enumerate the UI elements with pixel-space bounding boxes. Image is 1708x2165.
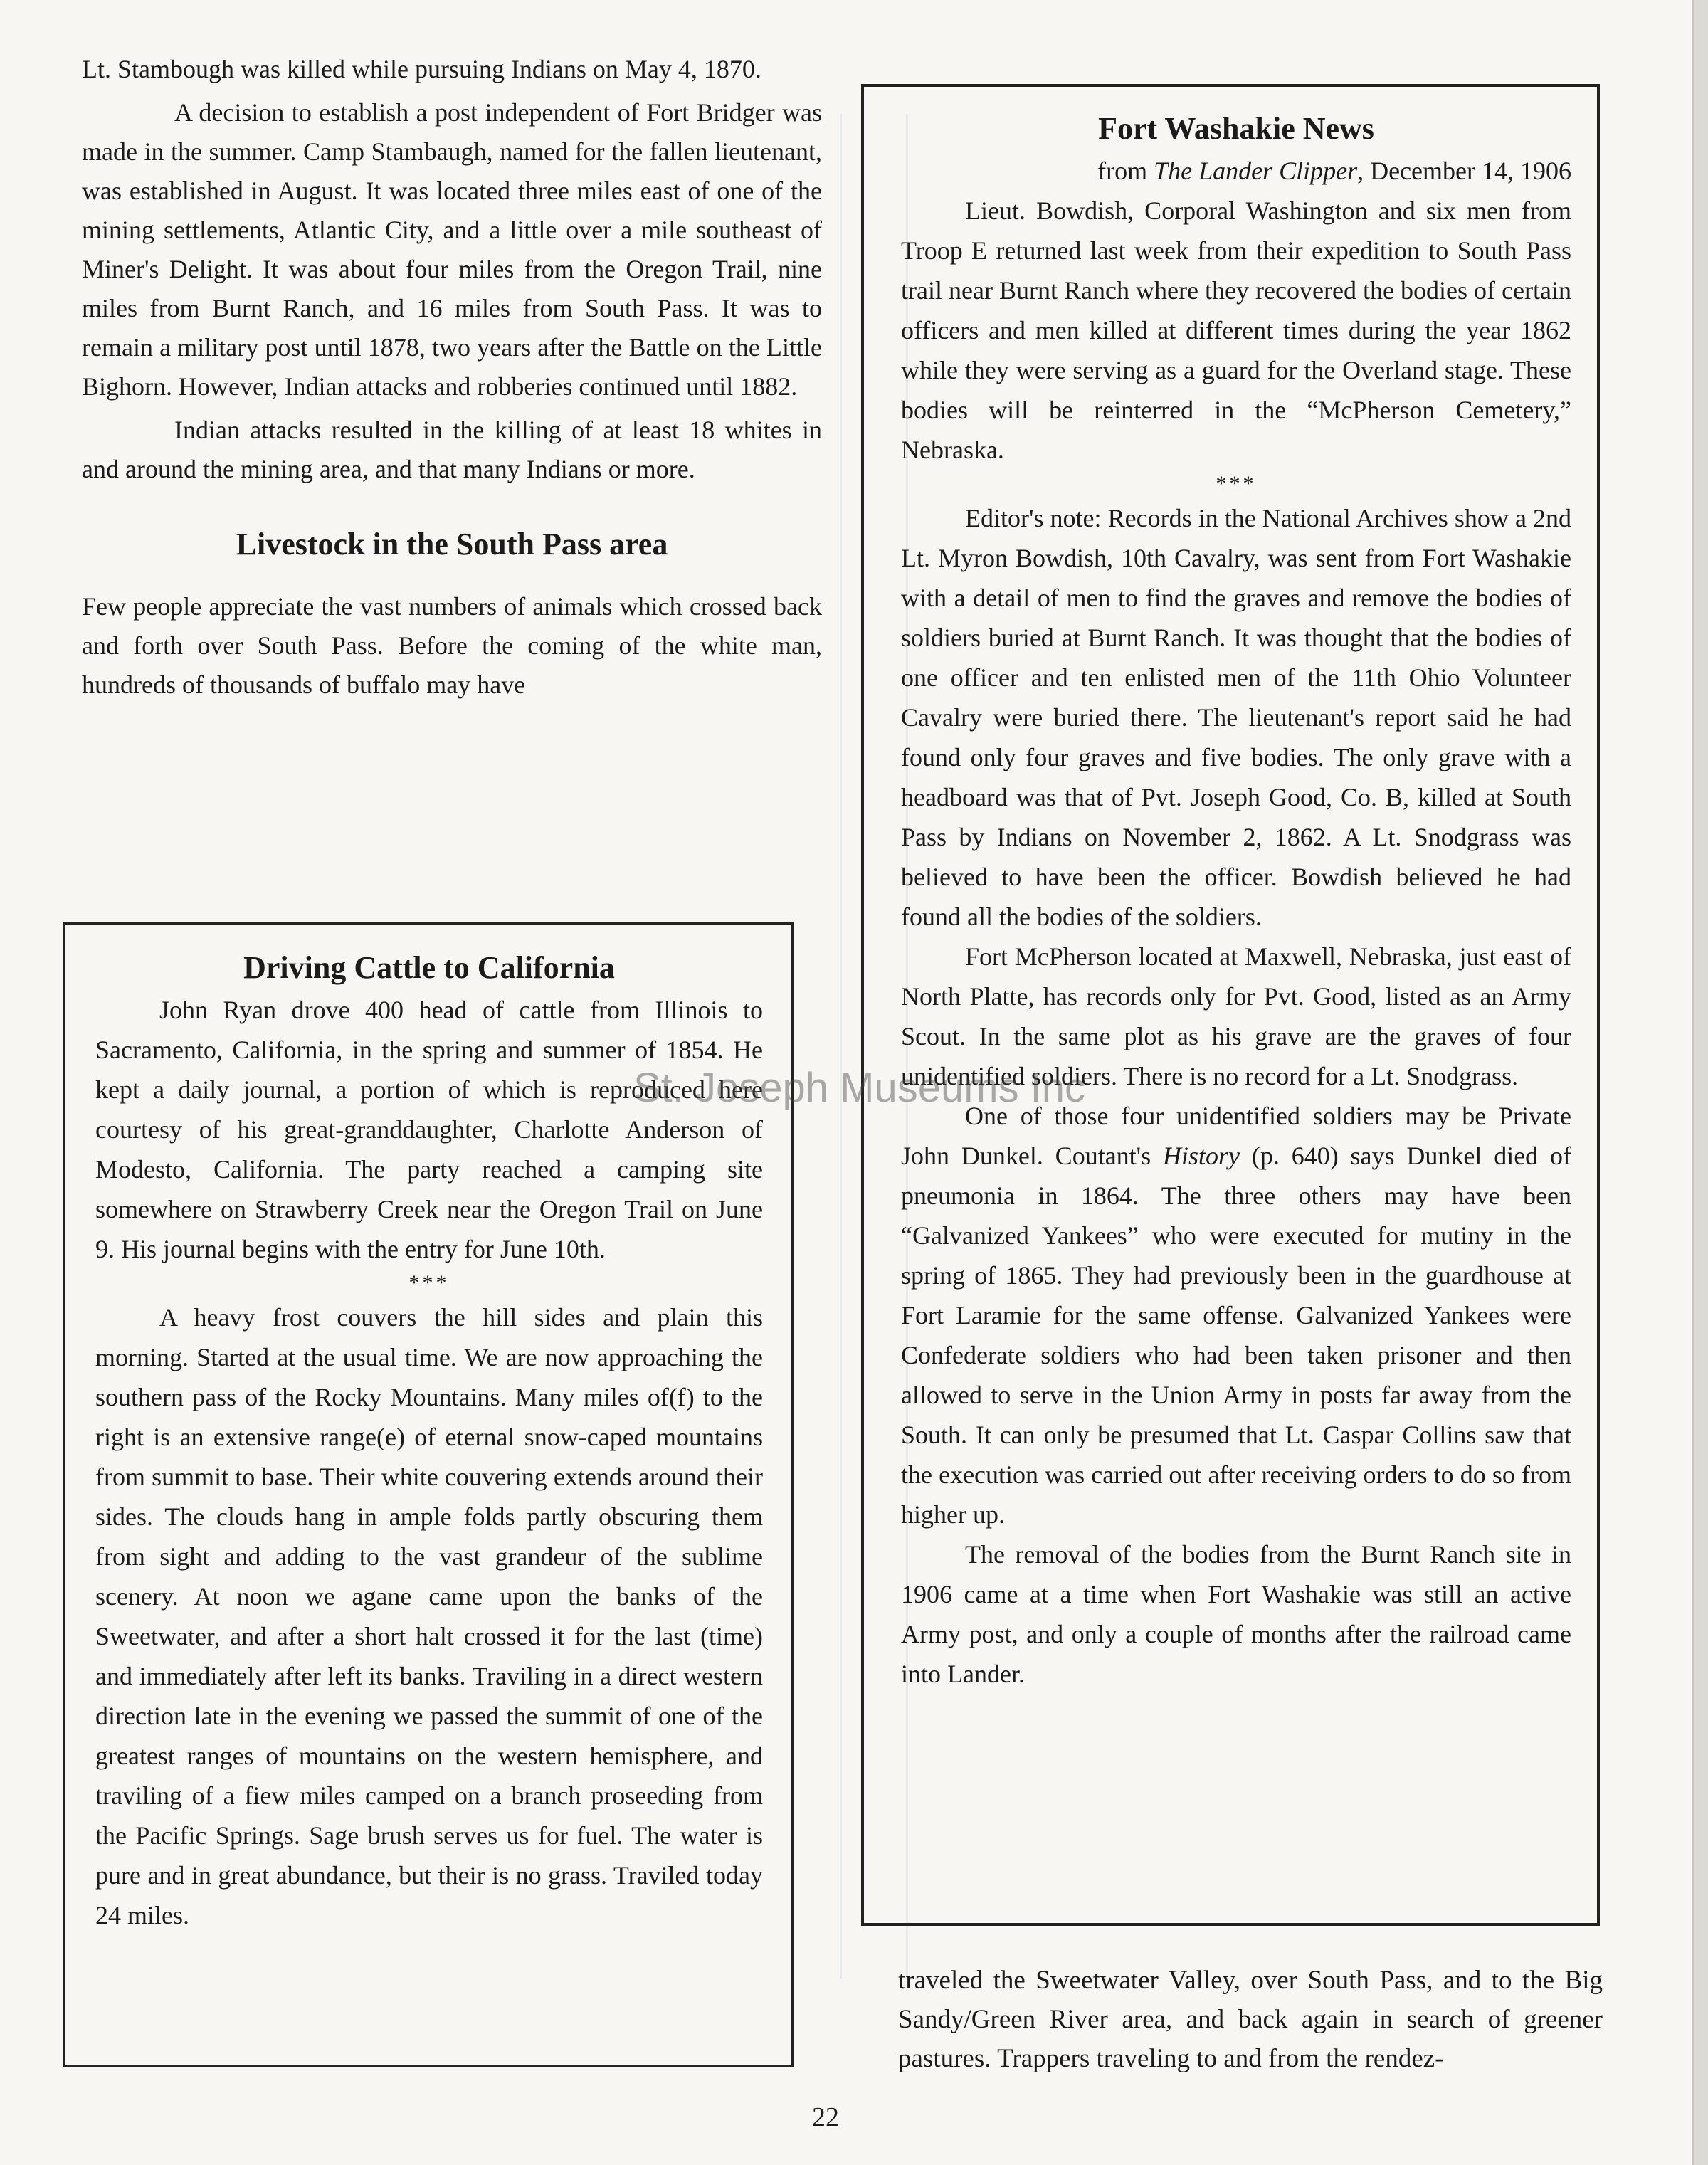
page-number: 22 [812, 2102, 839, 2132]
editors-note: Editor's note: Records in the National Archives show a 2nd Lt. Myron Bowdish, 10th Cavalry, was sent from Fort Washakie with a detail of men to find the graves and remove the bodies of soldiers buried at Burnt Ranch. It was thought that the bodies of one officer and ten enlisted men of the 11th Ohio Volunteer Cavalry were buried there. The lieutenant's report said he had found only four graves and five bodies. The only grave with a headboard was that of Pvt. Joseph Good, Co. B, killed at South Pass by Indians on November 2, 1862. A Lt. Snodgrass was believed to have been the officer. Bowdish believed he had found all the bodies of the soldiers. [901, 504, 1571, 931]
page-edge [1692, 0, 1708, 2165]
watermark: St. Joseph Museums Inc [633, 1065, 1086, 1111]
separator-stars: *** [408, 1271, 450, 1295]
paragraph-livestock: Few people appreciate the vast numbers of animals which crossed back and forth over South Pass. Before the coming of the white man, hundreds of thousands of buffalo may have [82, 592, 822, 699]
paragraph-stambough: Lt. Stambough was killed while pursuing Indians on May 4, 1870. [82, 55, 761, 83]
cattle-box-title: Driving Cattle to California [243, 950, 615, 985]
fort-mcpherson-note: Fort McPherson located at Maxwell, Nebraska, just east of North Platte, has records only for Pvt. Good, listed as an Army Scout. In the same plot as his grave are the graves of four unidentified soldiers. There is no record for a Lt. Snodgrass. [901, 942, 1571, 1090]
dunkel-note: One of those four unidentified soldiers may be Private John Dunkel. Coutant's History (p. 640) says Dunkel died of pneumonia in 1864. The three others may have been “Galvanized Yankees” who were executed for mutiny in the spring of 1865. They had previously been in the guardhouse at Fort Laramie for the same offense. Galvanized Yankees were Confederate soldiers who had been taken prisoner and then allowed to serve in the Union Army in posts far away from the South. It can only be presumed that Lt. Caspar Collins saw that the execution was carried out after receiving orders to do so from higher up. [901, 1102, 1571, 1529]
history-title: History [1163, 1142, 1240, 1170]
right-column-continuation [898, 1961, 1603, 2078]
fort-box-title: Fort Washakie News [1098, 111, 1374, 146]
news-article: Lieut. Bowdish, Corporal Washington and six men from Troop E returned last week from their expedition to South Pass trail near Burnt Ranch where they recovered the bodies of certain officers and men killed at different times during the year 1862 while they were serving as a guard for the Overland stage. These bodies will be reinterred in the “McPherson Cemetery,” Nebraska. [901, 196, 1571, 464]
newspaper-name: The Lander Clipper [1154, 157, 1358, 185]
paragraph-camp-stambaugh: A decision to establish a post independent of Fort Bridger was made in the summer. Camp Stambaugh, named for the fallen lieutenant, was established in August. It was located three miles east of one of the mining settlements, Atlantic City, and a little over a mile southeast of Miner's Delight. It was about four miles from the Oregon Trail, nine miles from Burnt Ranch, and 16 miles from South Pass. It was to remain a military post until 1878, two years after the Battle on the Little Bighorn. However, Indian attacks and robberies continued until 1882. [82, 98, 822, 401]
left-column [82, 50, 822, 705]
cattle-intro: John Ryan drove 400 head of cattle from Illinois to Sacramento, California, in the spring and summer of 1854. He kept a daily journal, a portion of which is reproduced here courtesy of his great-granddaughter, Charlotte Anderson of Modesto, California. The party reached a camping site somewhere on Strawberry Creek near the Oregon Trail on June 9. His journal begins with the entry for June 10th. [95, 996, 763, 1263]
news-byline: from The Lander Clipper, December 14, 1906 [1097, 157, 1571, 185]
paragraph-continuation: traveled the Sweetwater Valley, over South Pass, and to the Big Sandy/Green River area, and back again in search of greener pastures. Trappers traveling to and from the rendez- [898, 1966, 1603, 2073]
removal-note: The removal of the bodies from the Burnt Ranch site in 1906 came at a time when Fort Washakie was still an active Army post, and only a couple of months after the railroad came into Lander. [901, 1540, 1571, 1688]
journal-entry: A heavy frost couvers the hill sides and plain this morning. Started at the usual time. We are now approaching the southern pass of the Rocky Mountains. Many miles of(f) to the right is an extensive range(e) of eternal snow-caped mountains from summit to base. Their white couvering extends around their sides. The clouds hang in ample folds partly obscuring them from sight and adding to the vast grandeur of the sublime scenery. At noon we agane came upon the banks of the Sweetwater, and after a short halt crossed it for the last (time) and immediately after left its banks. Traviling in a direct western direction late in the evening we passed the summit of one of the greatest ranges of mountains on the western hemisphere, and traviling of a fiew miles camped on a branch proseeding from the Pacific Springs. Sage brush serves us for fuel. The water is pure and in great abundance, but their is no grass. Traviled today 24 miles. [95, 1303, 763, 1929]
livestock-heading: Livestock in the South Pass area [236, 527, 668, 562]
fort-washakie-box [861, 84, 1600, 1926]
separator-stars: *** [1216, 472, 1257, 495]
paragraph-indian-attacks: Indian attacks resulted in the killing of at least 18 whites in and around the mining area, and that many Indians or more. [82, 416, 822, 483]
